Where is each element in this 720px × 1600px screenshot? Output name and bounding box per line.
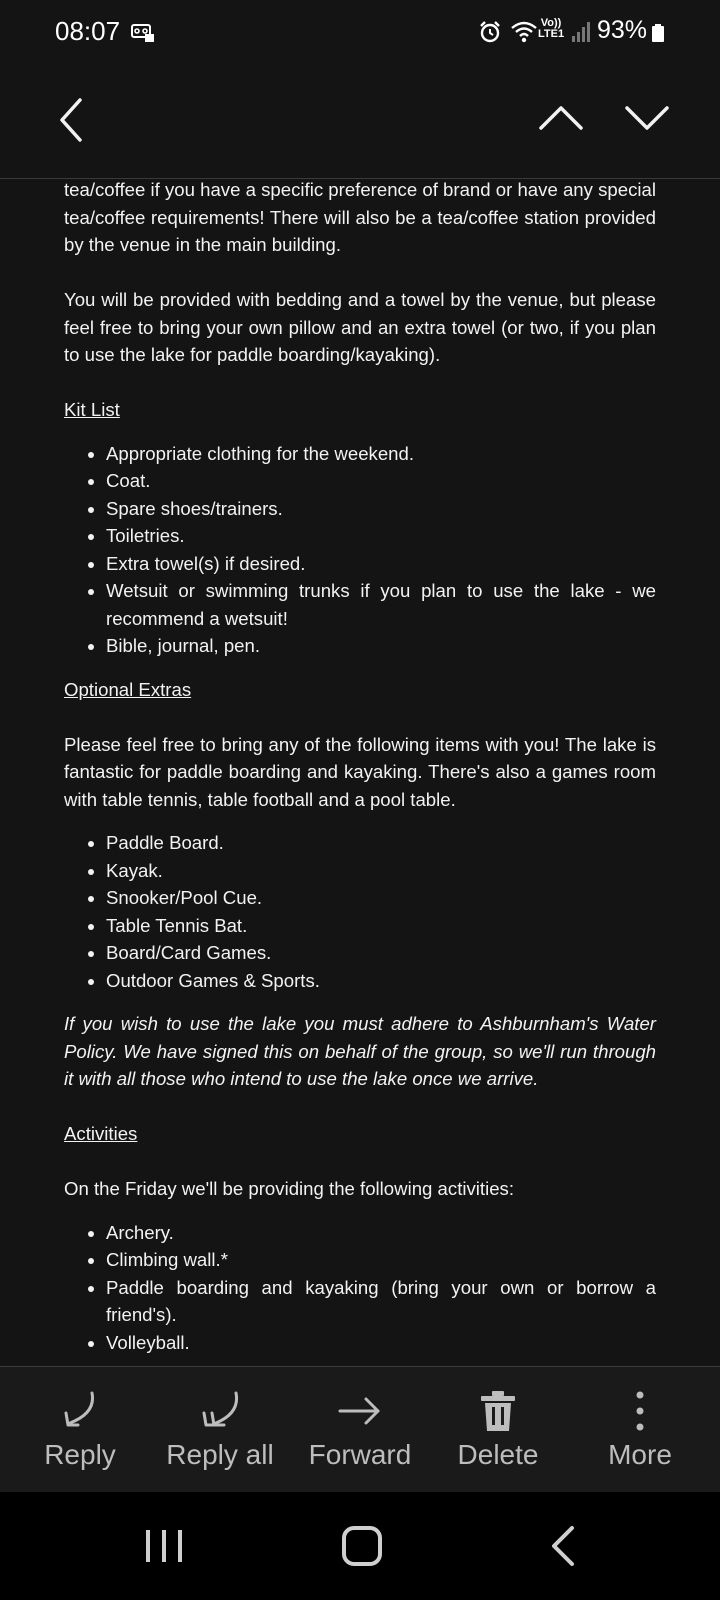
list-item: • Kayak. <box>106 857 656 885</box>
list-item: • Coat. <box>106 467 656 495</box>
list-item: • Extra towel(s) if desired. <box>106 550 656 578</box>
back-button[interactable] <box>48 88 96 152</box>
status-time: 08:07 <box>55 16 121 46</box>
list-item: • Bible, journal, pen. <box>106 632 656 660</box>
recent-apps-icon[interactable] <box>140 1522 188 1570</box>
forward-label: Forward <box>308 1439 412 1470</box>
reply-icon <box>58 1389 102 1433</box>
battery-percent: 93% <box>597 16 648 44</box>
reply-all-button[interactable] <box>150 1367 290 1493</box>
kit-list <box>64 440 656 660</box>
optional-extras-list <box>64 829 656 994</box>
home-icon[interactable] <box>338 1522 386 1570</box>
more-button[interactable] <box>580 1367 700 1493</box>
more-label: More <box>608 1439 672 1470</box>
reply-label: Reply <box>44 1439 116 1470</box>
list-item: • Paddle boarding and kayaking (bring your own or borrow a friend's). <box>106 1274 656 1329</box>
signal-icon <box>572 22 590 42</box>
list-item: • Toiletries. <box>106 522 656 550</box>
email-body[interactable] <box>0 179 720 1365</box>
list-item: • Paddle Board. <box>106 829 656 857</box>
list-item: • Volleyball. <box>106 1329 656 1357</box>
system-navigation-bar <box>0 1492 720 1600</box>
next-email-button[interactable] <box>619 90 675 146</box>
delete-button[interactable] <box>438 1367 558 1493</box>
list-item: • Snooker/Pool Cue. <box>106 884 656 912</box>
water-policy-paragraph: If you wish to use the lake you must adhere to Ashburnham's Water Policy. We have signed this on behalf of the group, so we'll run through it with all those who intend to use the lake once we arrive. <box>64 1013 656 1089</box>
optional-extras-paragraph: Please feel free to bring any of the following items with you! The lake is fantastic for paddle boarding and kayaking. There's also a games room with table tennis, table football and a pool table. <box>64 733 656 810</box>
reply-all-label: Reply all <box>166 1439 274 1470</box>
system-back-icon[interactable] <box>540 1522 588 1570</box>
list-item: • Wetsuit or swimming trunks if you plan to use the lake - we recommend a wetsuit! <box>106 577 656 632</box>
list-item: • Appropriate clothing for the weekend. <box>106 440 656 468</box>
delete-label: Delete <box>457 1439 539 1470</box>
more-vertical-icon <box>632 1389 648 1433</box>
voicemail-icon <box>131 24 155 42</box>
trash-icon <box>478 1389 518 1433</box>
list-item: • Spare shoes/trainers. <box>106 495 656 523</box>
activities-heading: Activities <box>64 1123 138 1144</box>
battery-icon <box>652 24 664 42</box>
bedding-paragraph: You will be provided with bedding and a towel by the venue, but please feel free to bring your own pillow and an extra towel (or two, if you plan to use the lake for paddle boarding/kayaking). <box>64 289 656 365</box>
reply-button[interactable] <box>20 1367 140 1493</box>
list-item: • Table Tennis Bat. <box>106 912 656 940</box>
reply-all-icon <box>196 1389 244 1433</box>
forward-button[interactable] <box>298 1367 422 1493</box>
tea-coffee-paragraph: tea/coffee if you have a specific preference of brand or have any special tea/coffee requirements! There will also be a tea/coffee station provided by the venue in the main building. <box>64 179 656 255</box>
optional-extras-heading: Optional Extras <box>64 678 192 700</box>
list-item: • Archery. <box>106 1219 656 1247</box>
email-action-bar <box>0 1366 720 1493</box>
kit-list-heading: Kit List <box>64 399 120 420</box>
list-item: • Outdoor Games & Sports. <box>106 967 656 995</box>
wifi-icon <box>510 20 538 44</box>
forward-arrow-icon <box>336 1389 384 1433</box>
list-item: • Board/Card Games. <box>106 939 656 967</box>
volte-indicator: Vo)) LTE1 <box>538 17 565 40</box>
alarm-icon <box>478 20 502 44</box>
activities-paragraph: On the Friday we'll be providing the following activities: <box>64 1178 515 1199</box>
email-app-bar <box>0 64 720 179</box>
list-item: • Climbing wall.* <box>106 1246 656 1274</box>
status-bar <box>0 0 720 64</box>
activities-list <box>64 1219 656 1357</box>
previous-email-button[interactable] <box>533 90 589 146</box>
